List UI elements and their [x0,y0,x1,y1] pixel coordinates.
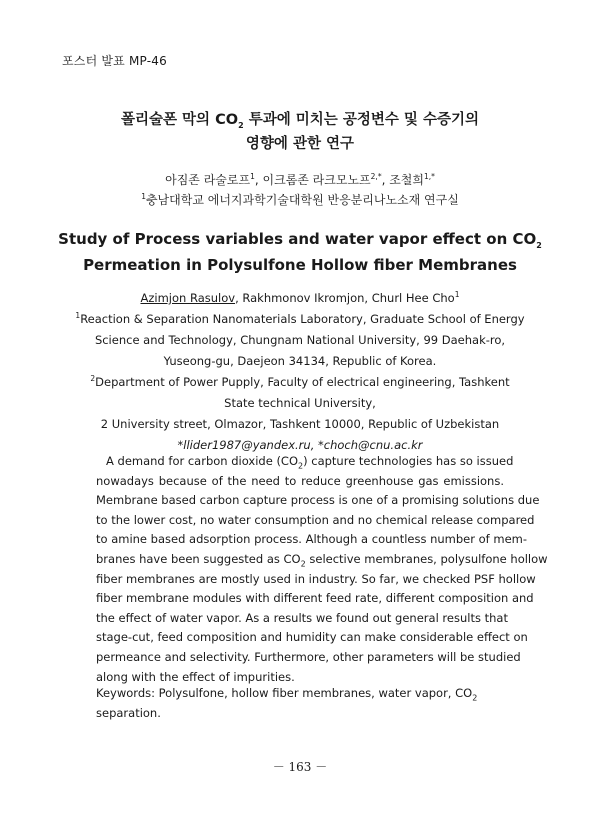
keywords-text: separation. [96,706,161,720]
affiliation2-line3: 2 University street, Olmazor, Tashkent 10000, Republic of Uzbekistan [100,417,500,431]
contact-emails: *llider1987@yandex.ru, *choch@cnu.ac.kr [177,438,423,452]
affil-superscript: 1 [141,192,146,201]
abstract-text: selective membranes, polysulfone hollow [305,551,548,566]
affiliation1-line3: Yuseong-gu, Daejeon 34134, Republic of Korea. [163,354,437,368]
affil-number: 2, [370,172,378,181]
korean-author: , 조철희 [381,173,424,187]
english-title-line2: Permeation in Polysulfone Hollow fiber Membranes [83,256,517,274]
abstract-line: Membrane based carbon capture process is one of a promising solutions due [96,493,540,508]
abstract-line: fiber membrane modules with different feed rate, different composition and [96,591,534,606]
author-superscript [371,172,382,181]
affiliation2-line1 [70,372,530,393]
english-title-part: Study of Process variables and water vapor effect on CO [58,230,537,248]
keywords-subscript: 2 [472,693,478,703]
korean-affiliation [40,190,560,210]
english-title-subscript: 2 [536,241,542,250]
author-superscript: 1 [454,290,460,300]
affil-superscript: 1 [75,311,81,321]
abstract-line [96,452,514,472]
abstract-text: ) capture technologies has so issued [303,454,514,468]
korean-authors [40,170,560,190]
affil-superscript: 2 [90,374,96,384]
abstract-subscript: 2 [298,461,304,471]
abstract-line: along with the effect of impurities. [96,669,295,684]
korean-title-subscript: 2 [238,120,244,130]
page-number: － 163 － [272,760,328,774]
affil-number: 1, [423,172,432,181]
affiliation1-line2: Science and Technology, Chungnam National University, 99 Daehak-ro, [94,333,506,347]
abstract-line: permeance and selectivity. Furthermore, other parameters will be studied [96,649,521,664]
abstract-text: A demand for carbon dioxide (CO [106,454,299,468]
abstract-line: fiber membranes are mostly used in industry. So far, we checked PSF hollow [96,571,536,586]
poster-tag: 포스터 발표 MP-46 [62,54,167,68]
abstract-line: stage-cut, feed composition and humidity can make considerable effect on [96,630,528,645]
affiliation-text: Department of Power Pupply, Faculty of electrical engineering, Tashkent [95,375,510,389]
korean-affiliation-text: 충남대학교 에너지과학기술대학원 반응분리나노소재 연구실 [145,193,459,207]
keywords [96,683,516,723]
corresponding-star: * [377,172,382,181]
abstract [96,452,548,687]
corresponding-star: * [431,172,435,181]
abstract-line: to amine based adsorption process. Although a countless number of mem- [96,532,528,547]
abstract-line [96,550,548,570]
presenting-author: Azimjon Rasulov [140,291,236,305]
korean-author: , 이크롬존 라크모노프 [254,173,371,187]
author-superscript: 1 [250,172,255,181]
abstract-line: nowadays because of the need to reduce greenhouse gas emissions. [96,473,504,488]
english-authors-rest: , Rakhmonov Ikromjon, Churl Hee Cho [235,291,455,305]
korean-title-part: 투과에 미치는 공정변수 및 수증기의 [243,112,480,128]
korean-title-line1 [40,108,560,132]
abstract-text: branes have been suggested as CO [96,551,301,566]
korean-author: 아짐존 라술로프 [165,173,251,187]
author-superscript [424,172,435,181]
abstract-subscript: 2 [300,559,306,569]
abstract-line: to the lower cost, no water consumption and no chemical release compared [96,512,535,527]
affiliation-text: Reaction & Separation Nanomaterials Laboratory, Graduate School of Energy [80,312,525,326]
keywords-text: Keywords: Polysulfone, hollow fiber membranes, water vapor, CO [96,686,473,700]
korean-title-line2: 영향에 관한 연구 [245,136,355,152]
english-title-line1 [40,226,560,252]
affiliation1-line1 [70,309,530,330]
abstract-line: the effect of water vapor. As a results we found out general results that [96,610,508,625]
korean-title-part: 폴리술폰 막의 CO [120,112,239,128]
affiliation2-line2: State technical University, [224,396,376,410]
english-authors [70,288,530,309]
